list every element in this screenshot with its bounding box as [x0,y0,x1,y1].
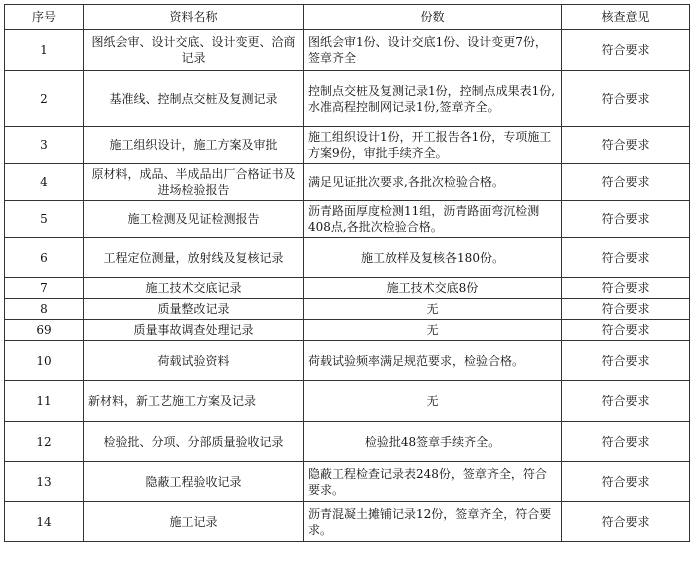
row-qty: 检验批48签章手续齐全。 [304,422,562,462]
row-name: 施工技术交底记录 [84,278,304,299]
row-no: 8 [5,299,84,320]
row-opinion: 符合要求 [562,164,690,201]
header-name: 资料名称 [84,5,304,30]
header-opinion: 核查意见 [562,5,690,30]
row-no: 4 [5,164,84,201]
row-opinion: 符合要求 [562,502,690,542]
table-row [5,201,690,238]
row-qty: 满足见证批次要求,各批次检验合格。 [304,164,562,201]
row-name: 施工记录 [84,502,304,542]
table-row [5,278,690,299]
row-opinion: 符合要求 [562,278,690,299]
row-qty: 沥青路面厚度检测11组，沥青路面弯沉检测408点,各批次检验合格。 [304,201,562,238]
row-no: 11 [5,381,84,422]
table-row [5,462,690,502]
row-name: 基准线、控制点交桩及复测记录 [84,71,304,127]
row-name: 质量整改记录 [84,299,304,320]
document-table [4,4,690,542]
row-no: 6 [5,238,84,278]
row-qty: 隐蔽工程检查记录表248份，签章齐全，符合要求。 [304,462,562,502]
row-no: 3 [5,127,84,164]
row-opinion: 符合要求 [562,201,690,238]
row-qty: 沥青混凝土摊铺记录12份，签章齐全，符合要求。 [304,502,562,542]
table-row [5,30,690,71]
row-opinion: 符合要求 [562,381,690,422]
table-row [5,422,690,462]
row-opinion: 符合要求 [562,71,690,127]
row-no: 2 [5,71,84,127]
row-name: 施工组织设计，施工方案及审批 [84,127,304,164]
row-no: 14 [5,502,84,542]
header-qty: 份数 [304,5,562,30]
table-row [5,320,690,341]
row-name: 检验批、分项、分部质量验收记录 [84,422,304,462]
row-no: 7 [5,278,84,299]
row-opinion: 符合要求 [562,127,690,164]
table-row [5,71,690,127]
row-qty: 无 [304,299,562,320]
row-name: 荷载试验资料 [84,341,304,381]
row-no: 12 [5,422,84,462]
row-opinion: 符合要求 [562,462,690,502]
table-row [5,299,690,320]
row-qty: 施工组织设计1份，开工报告各1份，专项施工方案9份，审批手续齐全。 [304,127,562,164]
table-row [5,164,690,201]
table-row [5,238,690,278]
row-opinion: 符合要求 [562,320,690,341]
row-no: 5 [5,201,84,238]
row-no: 1 [5,30,84,71]
table-row [5,341,690,381]
row-qty: 图纸会审1份、设计交底1份、设计变更7份，签章齐全 [304,30,562,71]
row-name: 施工检测及见证检测报告 [84,201,304,238]
row-opinion: 符合要求 [562,341,690,381]
row-opinion: 符合要求 [562,422,690,462]
row-name: 质量事故调查处理记录 [84,320,304,341]
row-no: 13 [5,462,84,502]
row-qty: 施工技术交底8份 [304,278,562,299]
header-no: 序号 [5,5,84,30]
row-qty: 控制点交桩及复测记录1份，控制点成果表1份,水准高程控制网记录1份,签章齐全。 [304,71,562,127]
table-row [5,502,690,542]
row-opinion: 符合要求 [562,299,690,320]
row-qty: 施工放样及复核各180份。 [304,238,562,278]
header-row [5,5,690,30]
row-name: 图纸会审、设计交底、设计变更、洽商记录 [84,30,304,71]
row-no: 69 [5,320,84,341]
row-opinion: 符合要求 [562,30,690,71]
row-opinion: 符合要求 [562,238,690,278]
row-no: 10 [5,341,84,381]
row-name: 隐蔽工程验收记录 [84,462,304,502]
table-row [5,381,690,422]
table-row [5,127,690,164]
row-qty: 无 [304,381,562,422]
row-qty: 无 [304,320,562,341]
row-name: 原材料，成品、半成品出厂合格证书及进场检验报告 [84,164,304,201]
row-name: 新材料，新工艺施工方案及记录 [84,381,304,422]
row-qty: 荷载试验频率满足规范要求，检验合格。 [304,341,562,381]
row-name: 工程定位测量，放射线及复核记录 [84,238,304,278]
